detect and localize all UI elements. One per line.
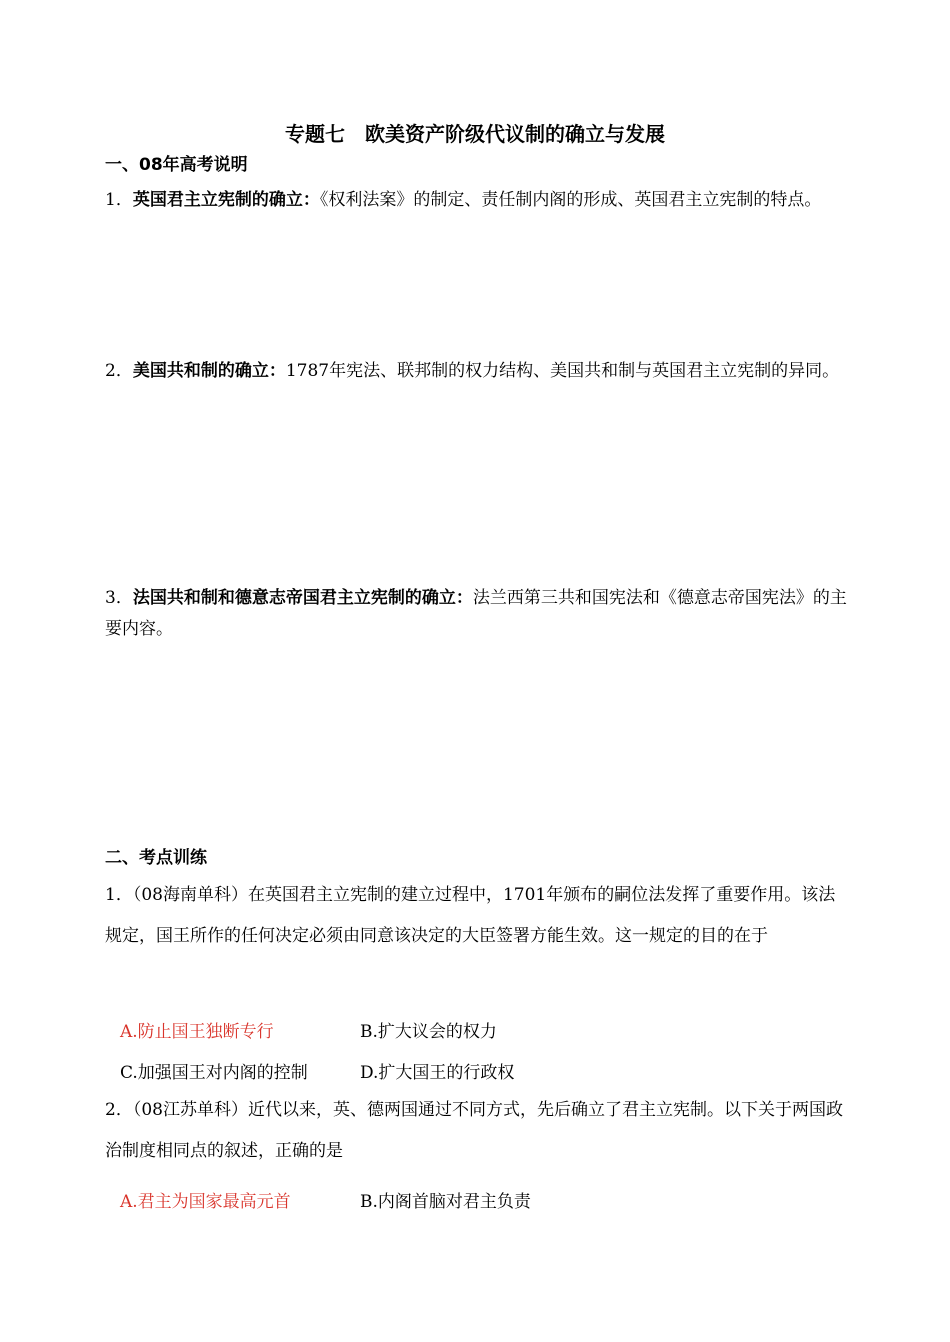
exam-item-3 [105,583,850,645]
section-heading-exam-description: 一、08年高考说明 [105,155,248,175]
question-1-stem: 1．（08海南单科）在英国君主立宪制的建立过程中，1701年颁布的嗣位法发挥了重要作用。该法规定，国王所作的任何决定必须由同意该决定的大臣签署方能生效。这一规定的目的在于 [105,885,836,946]
option-c: C.加强国王对内阁的控制 [120,1063,308,1083]
exam-item-content: 法兰西第三共和国宪法和《德意志帝国宪法》的主要内容。 [105,588,847,639]
exam-item-topic: 美国共和制的确立： [132,361,286,381]
exam-item-topic: 法国共和制和德意志帝国君主立宪制的确立： [132,588,473,608]
exam-item-topic: 英国君主立宪制的确立： [132,190,320,210]
question-2-stem: 2．（08江苏单科）近代以来，英、德两国通过不同方式，先后确立了君主立宪制。以下关于两国政治制度相同点的叙述，正确的是 [105,1100,843,1161]
exam-item-2 [105,356,850,387]
option-d: D.扩大国王的行政权 [360,1063,515,1083]
exam-item-number: 1． [105,190,133,210]
exam-item-content: 1787年宪法、联邦制的权力结构、美国共和制与英国君主立宪制的异同。 [285,361,840,381]
option-b: B.扩大议会的权力 [360,1022,497,1042]
option-b: B.内阁首脑对君主负责 [360,1192,531,1212]
exam-item-number: 3． [105,588,133,608]
option-a: A.防止国王独断专行 [120,1022,274,1042]
option-a: A.君主为国家最高元首 [120,1192,291,1212]
exam-item-1 [105,185,850,216]
document-title: 专题七 欧美资产阶级代议制的确立与发展 [285,122,665,146]
exam-item-number: 2． [105,361,133,381]
section-heading-practice: 二、考点训练 [105,848,207,868]
exam-item-content: 《权利法案》的制定、责任制内阁的形成、英国君主立宪制的特点。 [319,190,822,210]
